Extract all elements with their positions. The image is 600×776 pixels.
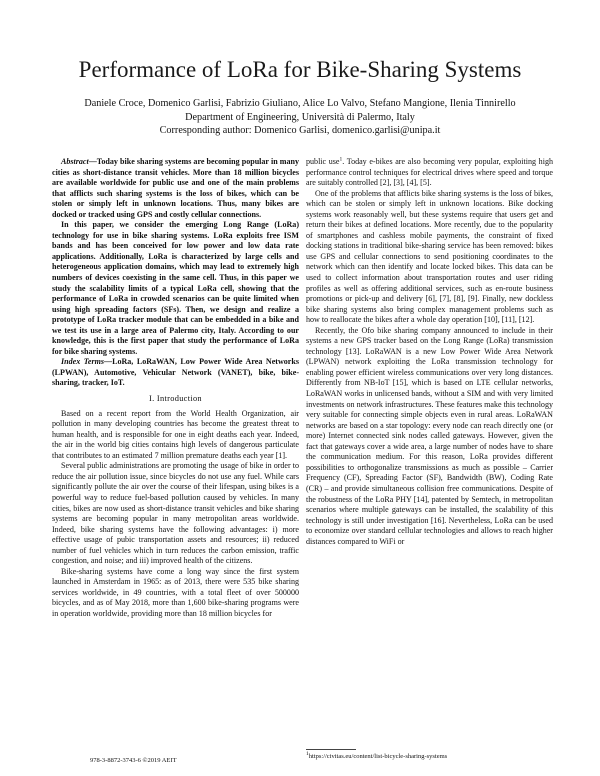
right-paragraph-1: public use$^1$. Today e-bikes are also becoming very popular, exploiting high performance control techniques for electrical drives where speed and torque are suitably controlled [2], [3], [4], [5]. — [306, 156, 553, 188]
isbn-copyright: 978-3-8872-3743-6 ©2019 AEIT — [90, 757, 177, 764]
right-paragraph-3: Recently, the Ofo bike sharing company announced to include in their systems a new GPS tracker based on the Long Range (LoRa) transmission technology [13]. LoRaWAN is a new Low Power Wide Area Network (LPWAN) network exploiting the LoRa transmission technology for enabling power efficient wireless communications over very long distances. Differently from NB-IoT [15], which is based on LTE cellular networks, LoRaWAN works in unlicensed bands, without a SIM and with very limited investments on network infrastructures. These features make this technology very suitable for connecting simple objects even in rural areas. LoRaWAN networks are based on a star topology: every node can reach directly one (or more) Internet connected sink nodes called gateways. However, given the fact that gateways cover a wide area, a large number of nodes have to share the communication medium. For this reason, LoRa provides different possibilities to orthogonalize transmissions as much as possible – Carrier Frequency (CF), Spreading Factor (SF), Bandwidth (BW), Coding Rate (CR) – and provide simultaneous collision free communications. Despite of the robustness of the LoRa PHY [14], patented by Semtech, in metropolitan scenarios where multiple gateways can be installed, the scalability of this technology is still under investigation [16]. Nevertheless, LoRa can be used to economize over standard cellular technologies and allows to reach higher distances compared to WiFi or — [306, 325, 553, 546]
abstract-label: Abstract — [61, 157, 89, 166]
paper-title: Performance of LoRa for Bike-Sharing Systems — [78, 57, 522, 82]
intro-paragraph-1: Based on a recent report from the World Health Organization, air pollution in many developing countries has become the greatest threat to human health, and is responsible for one in eight deaths each year. Indeed, the air in the world big cities contains high levels of dangerous particulate that contributes to an estimated 7 million premature deaths each year [1]. — [52, 408, 299, 460]
section-heading-introduction: I. Introduction — [149, 394, 202, 404]
footnote — [306, 750, 448, 761]
right-paragraph-2: One of the problems that afflicts bike sharing systems is the loss of bikes, which can be stolen or simply left in unknown locations. Bike docking systems work reasonably well, but these systems require that users get and return their bikes at defined locations. More recently, due to the popularity of smartphones and cashless mobile payments, the constraint of fixed docking stations in traditional bike-sharing service has been removed: bikes use GPS and cellular connections to send positioning coordinates to the network which can then identify and locate locked bikes. This data can be used to collect information about transportation routes and user riding profiles as well as offering additional services, such as en-route business promotions or pick-up and delivery [6], [7], [8], [9]. Finally, new dockless bike sharing systems also bring complex management problems such as how to reallocate the bikes after a whole day operation [10], [11], [12]. — [306, 188, 553, 325]
author-block — [0, 97, 600, 138]
intro-paragraph-2: Several public administrations are promoting the usage of bike in order to reduce the air pollution issue, since bicycles do not use any fuel. While cars significantly pollute the air over the course of their lifespan, using bikes is a powerful way to reduce fuel-based pollution caused by vehicles. In many cities, bikes are now used as short-distance transit vehicles and bike sharing systems are becoming popular in many metropolitan areas worldwide. Indeed, bike sharing systems have the following advantages: i) more effective usage of pubic transportation assets and resources; ii) reduced number of fuel vehicles which in turn reduces the carbon emission, traffic congestion, and noise; and iii) improved health of the citizens. — [52, 461, 299, 566]
corresponding-author: Corresponding author: Domenico Garlisi, domenico.garlisi@unipa.it — [159, 125, 441, 136]
index-terms-label: Index Terms — [61, 357, 105, 367]
footnote-url: https://civitas.eu/content/list-bicycle-sharing-systems — [308, 753, 448, 760]
index-terms: Index Terms—LoRa, LoRaWAN, Low Power Wide Area Networks (LPWAN), Automotive, Vehicular Network (VANET), bike, bike-sharing, tracker, IoT. — [52, 357, 299, 388]
footnote-marker: 1 — [339, 156, 343, 163]
author-affiliation: Department of Engineering, Università di Palermo, Italy — [185, 111, 415, 123]
footnote-number: 1 — [306, 750, 309, 757]
left-column — [52, 157, 299, 620]
right-column — [306, 157, 553, 547]
abstract-paragraph-2: In this paper, we consider the emerging Long Range (LoRa) technology for use in bike sharing systems. LoRa exploits free ISM bands and has been conceived for low power and low data rate applications. Additionally, LoRa is characterized by large cells and heterogeneous application domains, which may lead to extremely high numbers of devices coexisting in the same cell. Thus, in this paper we study the scalability limits of a typical LoRa cell, showing that the performance of LoRa in crowded scenarios can be quite limited when using high spreading factors (SFs). Then, we design and realize a prototype of LoRa tracker module that can be embedded in a bike and we test its use in a large area of Palermo city, Italy. According to our knowledge, this is the first paper that study the performance of LoRa for bike sharing systems. — [52, 220, 299, 356]
author-names: Daniele Croce, Domenico Garlisi, Fabrizio Giuliano, Alice Lo Valvo, Stefano Mangione, Ilenia Tinnirello — [84, 98, 516, 109]
intro-paragraph-3: Bike-sharing systems have come a long way since the first system launched in Amsterdam in 1965: as of 2013, there were 535 bike sharing services worldwide, in 49 countries, with a total fleet of over 500000 bicycles, and as of May 2018, more than 1,600 bike-sharing programs were in operation worldwide, providing more than 18 million bicycles for — [52, 566, 299, 618]
abstract-paragraph-1: Abstract—Today bike sharing systems are becoming popular in many cities as short-distance transit vehicles. More than 18 million bicycles are available worldwide for public use and one of the main problems that afflicts such sharing systems is the loss of bikes, which can be stolen or simply left in unknown locations. Thus, many bikes are docked or tracked using GPS and costly cellular connections. — [52, 157, 299, 219]
footnote-divider — [306, 749, 356, 750]
